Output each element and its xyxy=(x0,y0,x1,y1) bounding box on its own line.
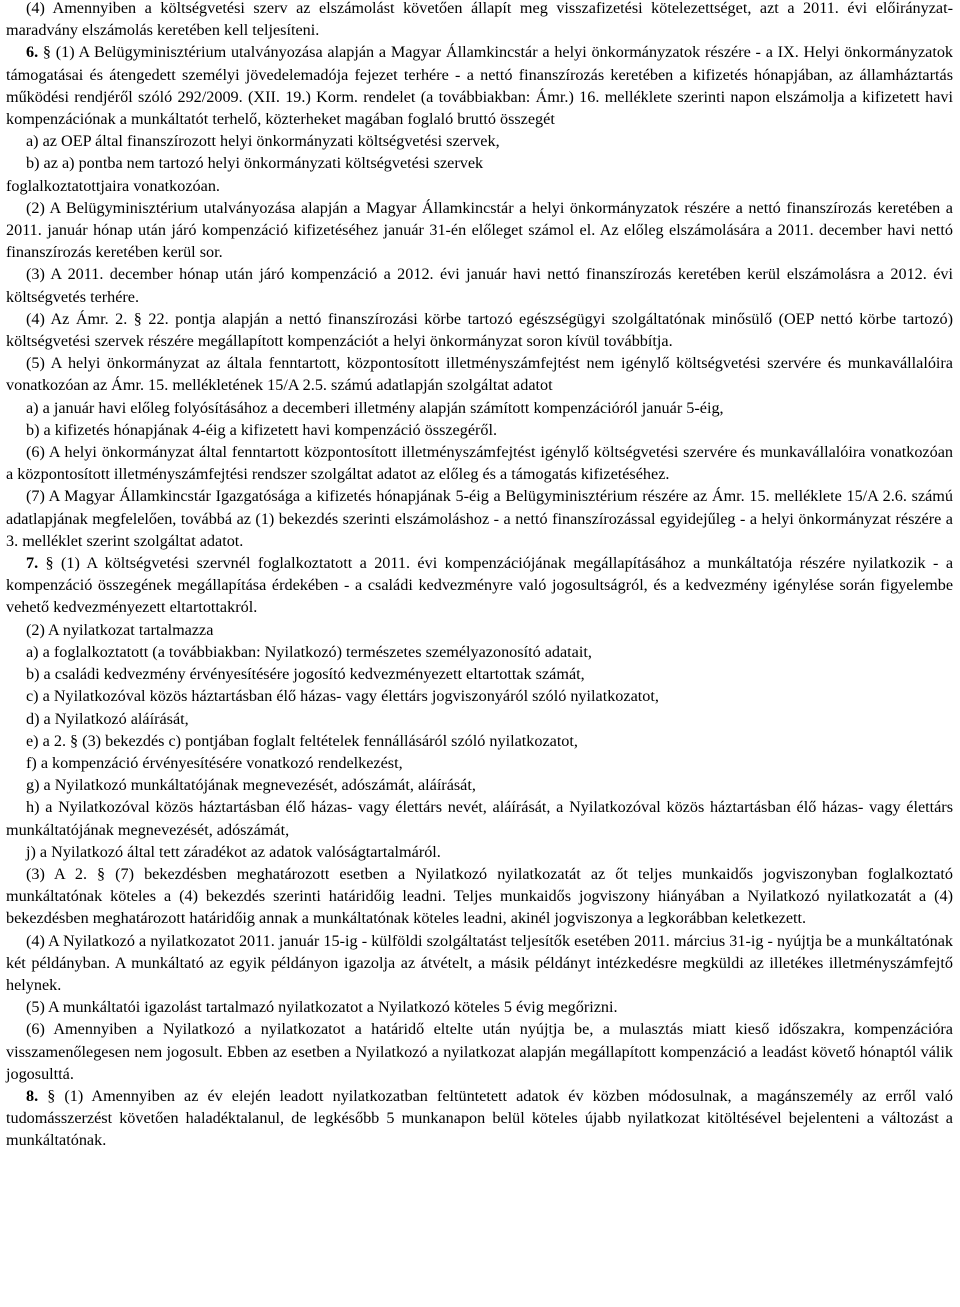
paragraph: (3) A 2011. december hónap után járó kompenzáció a 2012. évi január havi nettó finanszírozás keretében kerül elszámolásra a 2012. évi költségvetés terhére. xyxy=(6,265,953,306)
paragraph: (5) A munkáltatói igazolást tartalmazó nyilatkozatot a Nyilatkozó köteles 5 évig megőrizni. xyxy=(26,998,618,1017)
list-item: d) a Nyilatkozó aláírását, xyxy=(26,709,189,728)
section-number: 6. xyxy=(26,43,39,62)
paragraph: (2) A nyilatkozat tartalmazza xyxy=(26,620,214,639)
paragraph-text: § (1) A Belügyminisztérium utalványozása alapján a Magyar Államkincstár a helyi önkormányzatok részére - a IX. Helyi önkormányzatok támogatásai és átengedett személyi jövedelemadója fejezet terhére - a nettó finanszírozás keretében a kifizetés hónapjában, az államháztartás működési rendjéről szóló 292/2009. (XII. 19.) Korm. rendelet (a továbbiakban: Ámr.) 16. melléklete szerinti napon elszámolja a kifizetett havi kompenzációnak a munkáltatót terhelő, közterheket magában foglaló bruttó összegét xyxy=(6,43,954,129)
section-7-paragraph-1 xyxy=(6,552,953,619)
list-item: b) a családi kedvezmény érvényesítésére jogosító kedvezményezett eltartottak számát, xyxy=(26,665,585,684)
list-item: g) a Nyilatkozó munkáltatójának megnevezését, adószámát, aláírását, xyxy=(26,776,476,795)
list-item: c) a Nyilatkozóval közös háztartásban élő házas- vagy élettárs jogviszonyáról szóló nyilatkozatot, xyxy=(26,687,659,706)
section-8-paragraph-1 xyxy=(6,1085,953,1152)
paragraph: (4) Az Ámr. 2. § 22. pontja alapján a nettó finanszírozási körbe tartozó egészségügyi szolgáltatónak minősülő (OEP nettó körbe tartozó) költségvetési szervek részére megállapított kompenzációt a helyi önkormányzat soron kívül továbbítja. xyxy=(6,309,953,351)
paragraph: (5) A helyi önkormányzat az általa fenntartott, központosított illetményszámfejtést nem igénylő költségvetési szervére és munkavállalóira vonatkozóan az Ámr. 15. mellékletének 15/A 2.5. számú adatlapján szolgáltat adatot xyxy=(6,354,953,395)
section-number: 7. xyxy=(26,554,39,573)
list-item: b) az a) pontba nem tartozó helyi önkormányzati költségvetési szervek xyxy=(26,154,484,173)
paragraph-5-4 xyxy=(6,0,953,41)
list-item: h) a Nyilatkozóval közös háztartásban élő házas- vagy élettárs nevét, aláírását, a Nyilatkozóval közös háztartásban élő házas- vagy élettárs munkáltatójának megnevezését, adószámát, xyxy=(6,798,953,839)
paragraph-text: (4) Amennyiben a költségvetési szerv az elszámolást követően állapít meg visszafizetési kötelezettséget, azt a 2011. évi előirányzat-maradvány elszámolás keretében kell teljesíteni. xyxy=(6,0,953,40)
list-item: a) a január havi előleg folyósításához a decemberi illetmény alapján számított kompenzációról január 5-éig, xyxy=(26,398,724,417)
paragraph: (6) A helyi önkormányzat által fenntartott központosított illetményszámfejtést igénylő költségvetési szervére és munkavállalóira vonatkozóan a központosított illetményszámfejtési rendszer szolgáltat adatot az előleg és a támogatás kifizetéséhez. xyxy=(6,443,953,484)
paragraph: (3) A 2. § (7) bekezdésben meghatározott esetben a Nyilatkozó nyilatkozatát az őt teljes munkaidős jogviszonyban foglalkoztató munkáltatónak köteles a (4) bekezdés szerinti határidőig leadni. Teljes munkaidős jogviszony hiányában a Nyilatkozó nyilatkozatát a (4) bekezdésben meghatározott határidőig annak a munkáltatónak köteles leadni, akinél jogviszonya a legkorábban keletkezett. xyxy=(6,864,953,928)
list-item: a) a foglalkoztatott (a továbbiakban: Nyilatkozó) természetes személyazonosító adatait, xyxy=(26,642,592,661)
paragraph-text: § (1) Amennyiben az év elején leadott nyilatkozatban feltüntetett adatok év közben módosulnak, a magánszemély az erről való tudomásszerzést követően haladéktalanul, de legkésőbb 5 munkanapon belül köteles újabb nyilatkozat kitöltésével bejelenteni a változást a munkáltatónak. xyxy=(6,1086,954,1150)
list-item: e) a 2. § (3) bekezdés c) pontjában foglalt feltételek fennállásáról szóló nyilatkozatot, xyxy=(26,731,578,750)
paragraph: (6) Amennyiben a Nyilatkozó a nyilatkozatot a határidő eltelte után nyújtja be, a mulasztás miatt kieső időszakra, kompenzációra visszamenőlegesen nem jogosult. Ebben az esetben a Nyilatkozó a nyilatkozat alapján megállapított kompenzáció a leadást követő hónaptól válik jogosulttá. xyxy=(6,1020,953,1083)
paragraph: (7) A Magyar Államkincstár Igazgatósága a kifizetés hónapjának 5-éig a Belügyminisztérium részére az Ámr. 15. melléklete 15/A 2.6. számú adatlapjának megfelelően, továbbá az (1) bekezdés szerinti elszámoláshoz - a nettó finanszírozással egyidejűleg - a helyi önkormányzat részére a 3. melléklet szerint szolgáltat adatot. xyxy=(6,487,953,550)
list-item: j) a Nyilatkozó által tett záradékot az adatok valóságtartalmáról. xyxy=(26,842,441,861)
paragraph: (4) A Nyilatkozó a nyilatkozatot 2011. január 15-ig - külföldi szolgáltatást teljesítők esetében 2011. március 31-ig - nyújtja be a munkáltatónak két példányban. A munkáltató az egyik példányon igazolja az átvételt, a másik példányt intézkedésre megküldi az illetékes illetményszámfejtő helynek. xyxy=(6,931,953,994)
paragraph-text: § (1) A költségvetési szervnél foglalkoztatott a 2011. évi kompenzációjának megállapításához a munkáltatója részére nyilatkozik - a kompenzáció összegének megállapítása érdekében - a családi kedvezményre való jogosultságról, és a kedvezmény igénylése során figyelembe vehető kedvezményezett eltartottakról. xyxy=(6,554,954,617)
paragraph: (2) A Belügyminisztérium utalványozása alapján a Magyar Államkincstár a helyi önkormányzatok részére a nettó finanszírozás keretében a 2011. január hónap után járó kompenzáció kifizetéséhez január 31-én előleget számol el. Az előleg elszámolására a 2011. december havi nettó finanszírozás keretében kerül sor. xyxy=(6,198,953,262)
list-item: a) az OEP által finanszírozott helyi önkormányzati költségvetési szervek, xyxy=(26,132,500,151)
section-6-paragraph-1 xyxy=(6,41,953,130)
list-item: f) a kompenzáció érvényesítésére vonatkozó rendelkezést, xyxy=(26,753,403,772)
paragraph-continuation: foglalkoztatottjaira vonatkozóan. xyxy=(6,176,220,195)
section-number: 8. xyxy=(26,1086,39,1105)
list-item: b) a kifizetés hónapjának 4-éig a kifizetett havi kompenzáció összegéről. xyxy=(26,420,498,439)
